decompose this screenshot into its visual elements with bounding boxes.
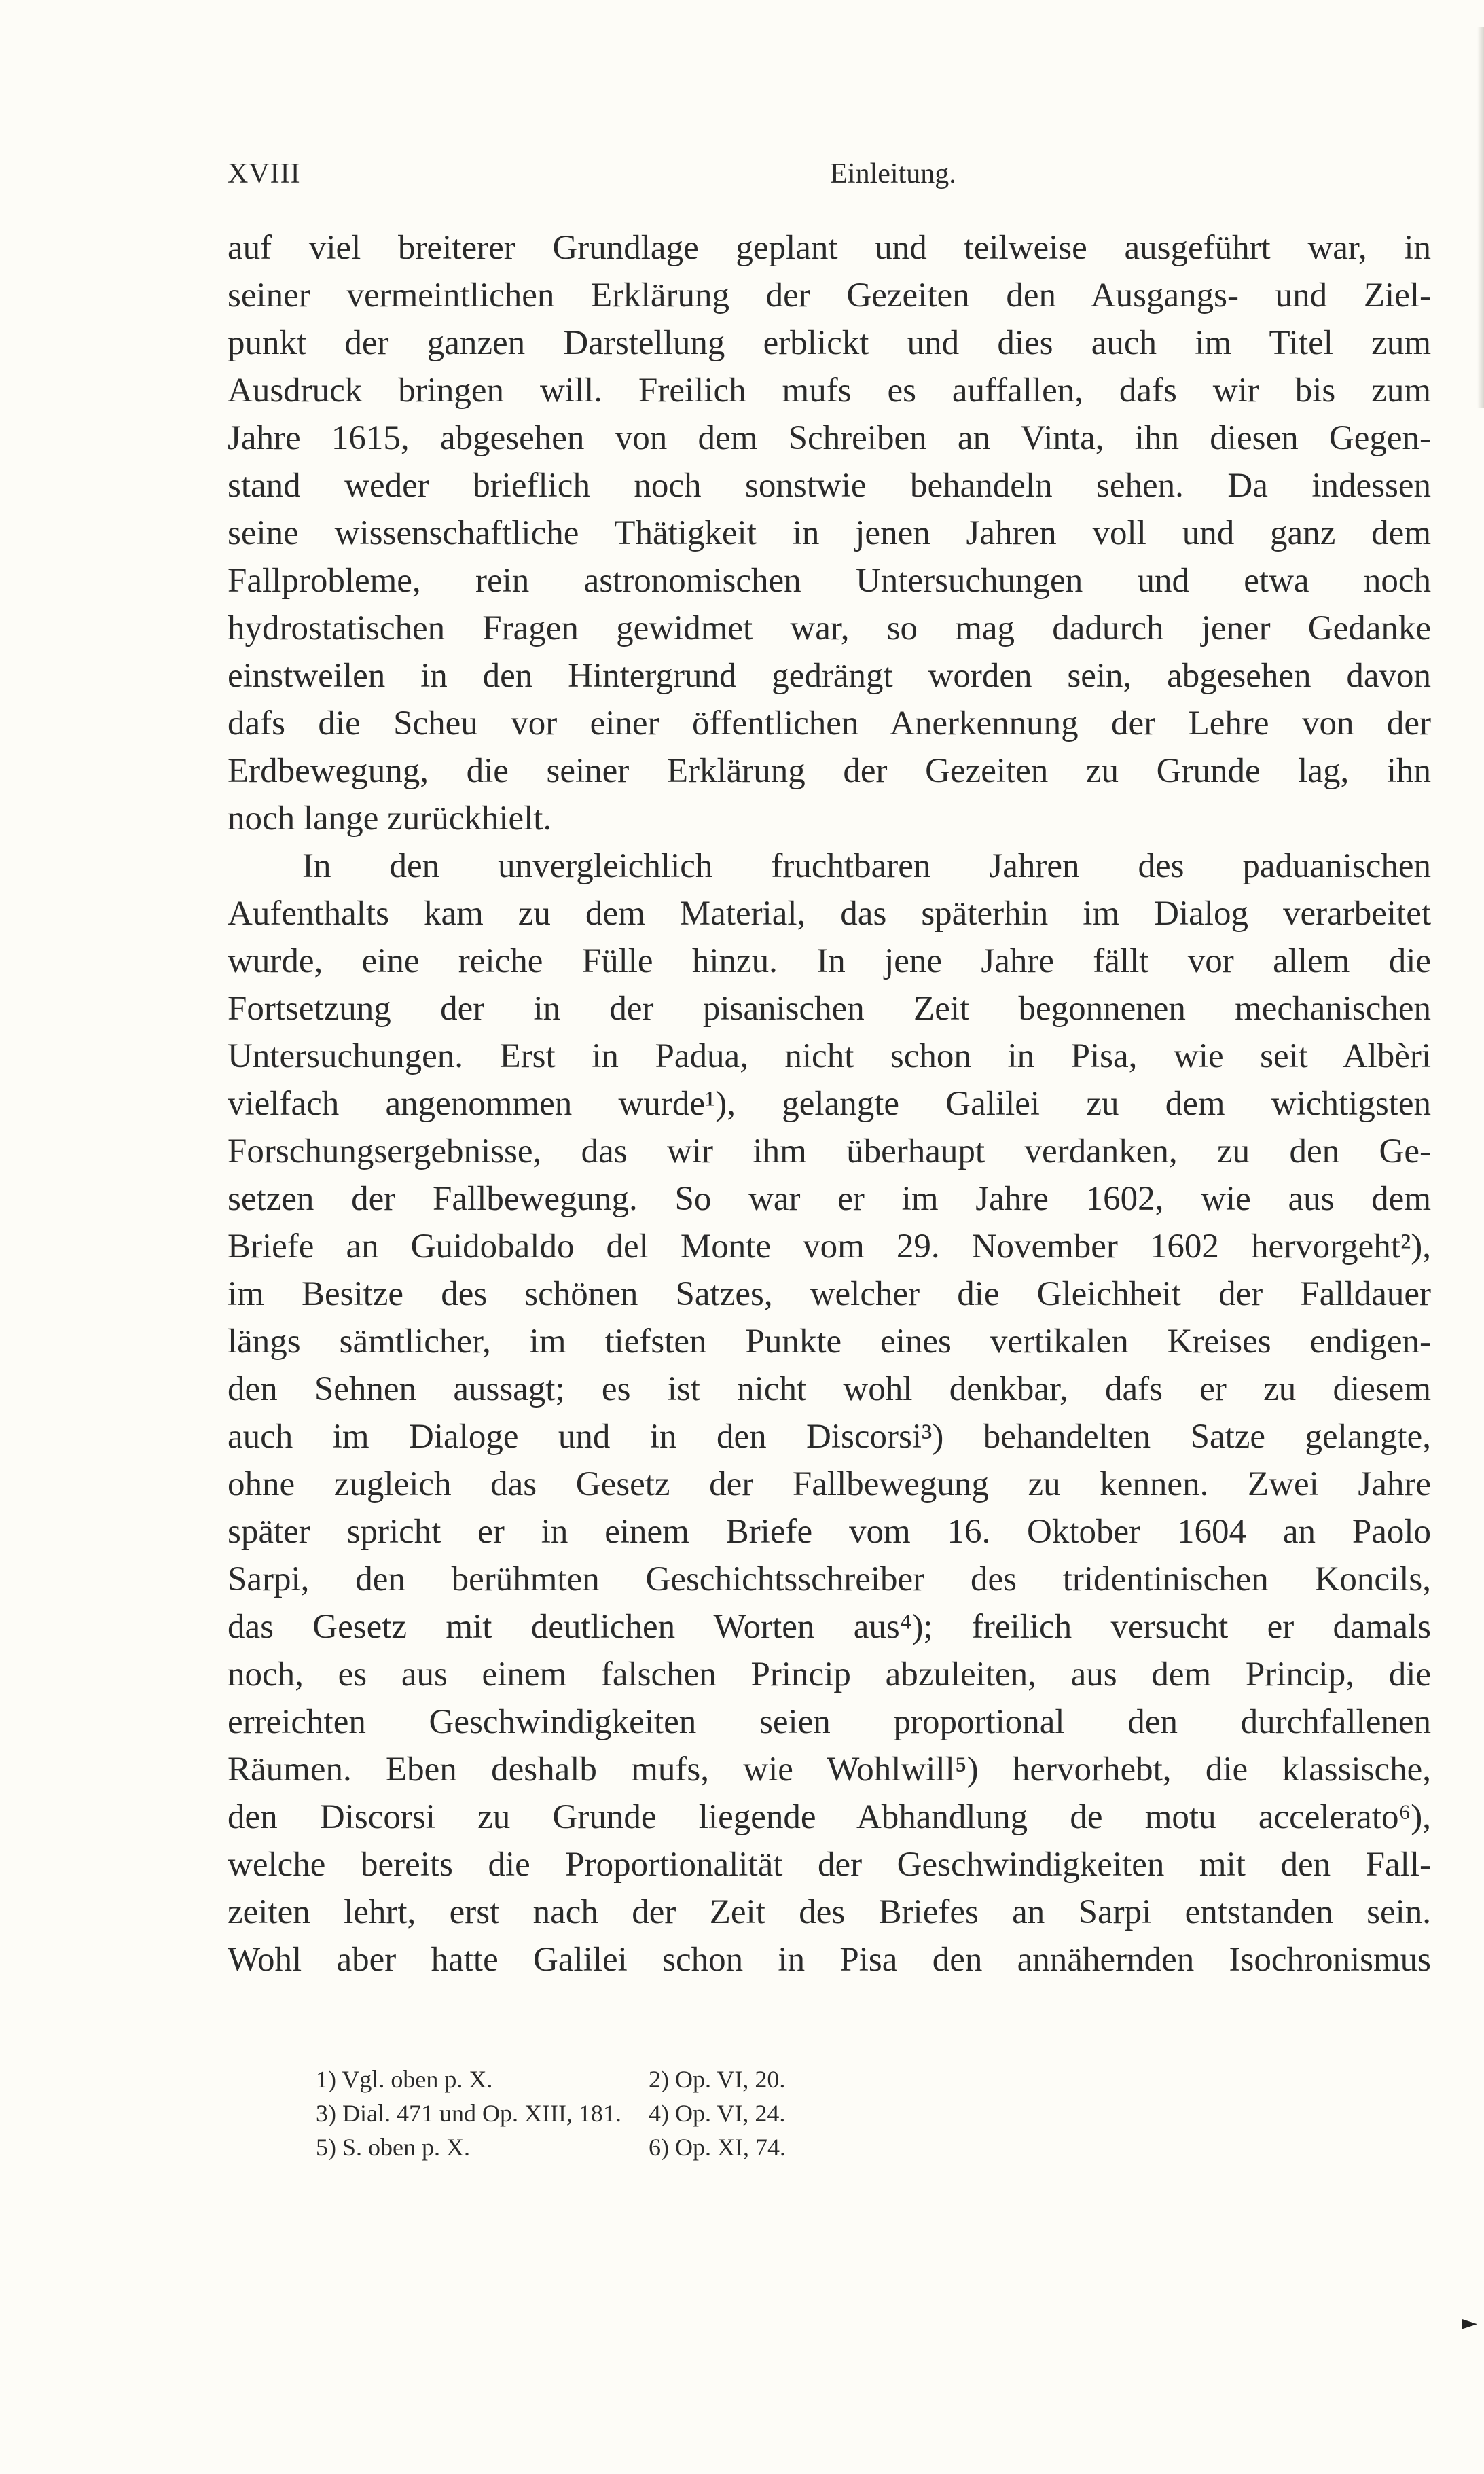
footnote: 4) Op. VI, 24. [649,2100,786,2127]
body-text [228,224,1431,1984]
text-line: vielfach angenommen wurde¹), gelangte Galilei zu dem wichtigsten [228,1085,1431,1123]
text-line: auf viel breiterer Grundlage geplant und teilweise ausgeführt war, in [228,229,1431,267]
page-header [228,158,1436,205]
text-line: Fallprobleme, rein astronomischen Untersuchungen und etwa noch [228,562,1431,600]
text-line: Erdbewegung, die seiner Erklärung der Gezeiten zu Grunde lag, ihn [228,752,1431,790]
text-line: im Besitze des schönen Satzes, welcher die Gleichheit der Falldauer [228,1275,1431,1313]
text-line: einstweilen in den Hintergrund gedrängt worden sein, abgesehen davon [228,657,1431,695]
text-line: wurde, eine reiche Fülle hinzu. In jene Jahre fällt vor allem die [228,942,1431,980]
text-line: Aufenthalts kam zu dem Material, das späterhin im Dialog verarbeitet [228,895,1431,933]
text-line: längs sämtlicher, im tiefsten Punkte eines vertikalen Kreises endigen- [228,1323,1431,1361]
running-title: Einleitung. [830,158,956,190]
text-line: ohne zugleich das Gesetz der Fallbewegung zu kennen. Zwei Jahre [228,1465,1431,1503]
footnote: 6) Op. XI, 74. [649,2134,786,2161]
text-line: noch, es aus einem falschen Princip abzuleiten, aus dem Princip, die [228,1655,1431,1693]
footnote: 5) S. oben p. X. [316,2134,470,2161]
footnote-row [316,2096,1267,2130]
text-line: auch im Dialoge und in den Discorsi³) behandelten Satze gelangte, [228,1418,1431,1456]
text-line: den Discorsi zu Grunde liegende Abhandlung de motu accelerato⁶), [228,1798,1431,1836]
footnote-row [316,2130,1267,2164]
footnote: 1) Vgl. oben p. X. [316,2066,493,2093]
text-line: das Gesetz mit deutlichen Worten aus⁴); freilich versucht er damals [228,1608,1431,1646]
text-line: später spricht er in einem Briefe vom 16. Oktober 1604 an Paolo [228,1513,1431,1551]
text-line: Fortsetzung der in der pisanischen Zeit begonnenen mechanischen [228,990,1431,1028]
text-line: hydrostatischen Fragen gewidmet war, so mag dadurch jener Gedanke [228,609,1431,647]
text-line: seiner vermeintlichen Erklärung der Gezeiten den Ausgangs- und Ziel- [228,276,1431,315]
text-line: punkt der ganzen Darstellung erblickt und dies auch im Titel zum [228,324,1431,362]
text-line: stand weder brieflich noch sonstwie behandeln sehen. Da indessen [228,467,1431,505]
page-edge-shadow [1477,27,1484,408]
page-number: XVIII [228,158,301,190]
page-turn-marker-icon: ► [1462,2311,1478,2335]
text-line: Wohl aber hatte Galilei schon in Pisa den annähernden Isochronismus [228,1941,1431,1979]
text-line: dafs die Scheu vor einer öffentlichen Anerkennung der Lehre von der [228,704,1431,742]
text-line: Jahre 1615, abgesehen von dem Schreiben an Vinta, ihn diesen Gegen- [228,419,1431,457]
text-line: welche bereits die Proportionalität der Geschwindigkeiten mit den Fall- [228,1846,1431,1884]
text-line: erreichten Geschwindigkeiten seien proportional den durchfallenen [228,1703,1431,1741]
text-line: Ausdruck bringen will. Freilich mufs es auffallen, dafs wir bis zum [228,372,1431,410]
text-line: seine wissenschaftliche Thätigkeit in jenen Jahren voll und ganz dem [228,514,1431,552]
text-line: Untersuchungen. Erst in Padua, nicht schon in Pisa, wie seit Albèri [228,1037,1431,1075]
text-line: Sarpi, den berühmten Geschichtsschreiber des tridentinischen Koncils, [228,1560,1431,1598]
text-line: setzen der Fallbewegung. So war er im Jahre 1602, wie aus dem [228,1180,1431,1218]
text-line: noch lange zurückhielt. [228,800,552,838]
footnote: 3) Dial. 471 und Op. XIII, 181. [316,2100,621,2127]
footnote-row [316,2062,1267,2096]
footnotes [316,2062,1267,2164]
text-line: zeiten lehrt, erst nach der Zeit des Briefes an Sarpi entstanden sein. [228,1893,1431,1931]
text-line: Räumen. Eben deshalb mufs, wie Wohlwill⁵) hervorhebt, die klassische, [228,1751,1431,1789]
text-line: Briefe an Guidobaldo del Monte vom 29. November 1602 hervorgeht²), [228,1227,1431,1266]
text-line: den Sehnen aussagt; es ist nicht wohl denkbar, dafs er zu diesem [228,1370,1431,1408]
text-line: Forschungsergebnisse, das wir ihm überhaupt verdanken, zu den Ge- [228,1132,1431,1170]
text-line: In den unvergleichlich fruchtbaren Jahren des paduanischen [302,847,1431,885]
footnote: 2) Op. VI, 20. [649,2066,786,2093]
